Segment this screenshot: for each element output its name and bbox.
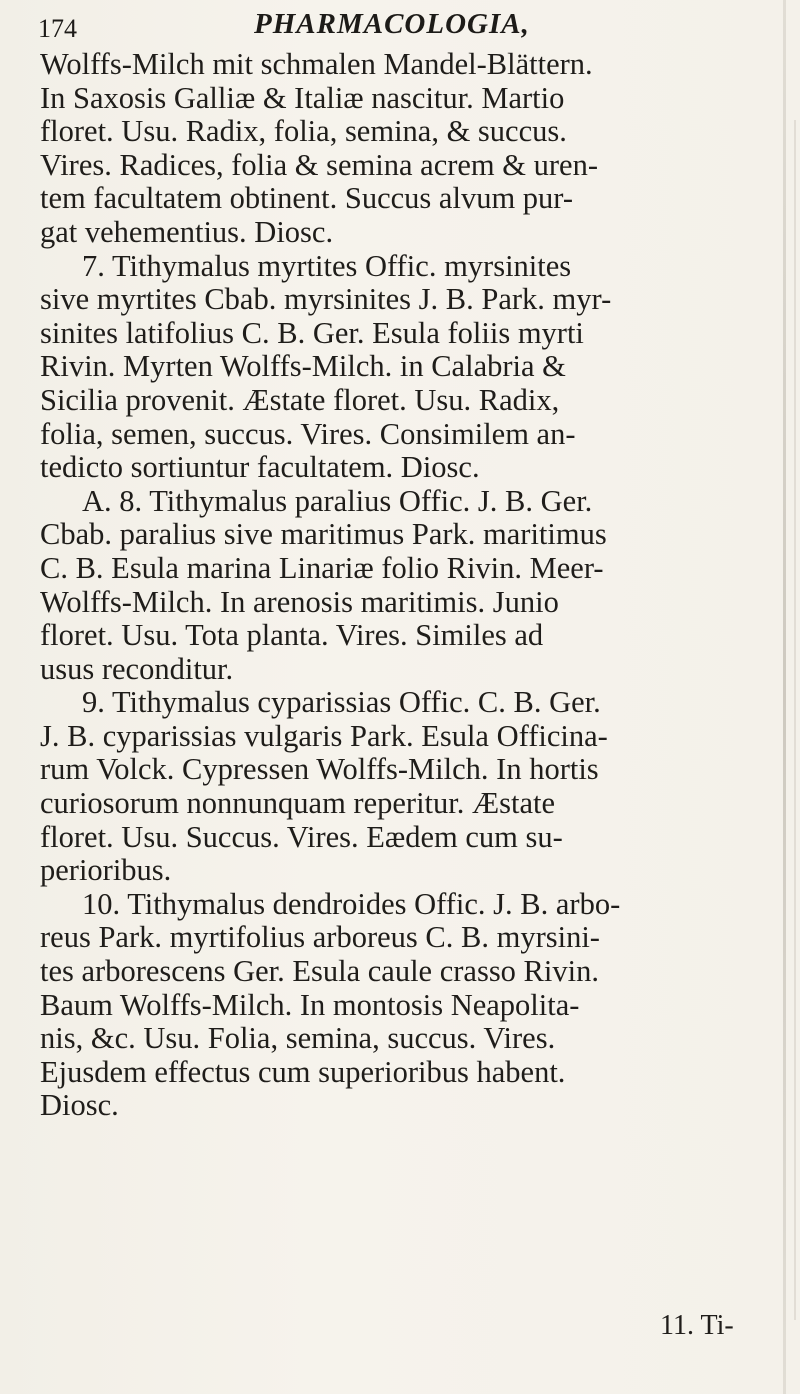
body-text xyxy=(40,48,770,1123)
page-number: 174 xyxy=(38,14,77,43)
text-line: rum Volck. Cypressen Wolffs-Milch. In hortis xyxy=(40,752,599,787)
text-line: tem facultatem obtinent. Succus alvum pur- xyxy=(40,181,573,216)
text-line: Cbab. paralius sive maritimus Park. maritimus xyxy=(40,517,607,552)
text-line: Vires. Radices, folia & semina acrem & uren- xyxy=(40,147,598,182)
text-line: sinites latifolius C. B. Ger. Esula foliis myrti xyxy=(40,315,584,350)
text-line: Wolffs-Milch. In arenosis maritimis. Junio xyxy=(40,584,559,619)
text-line: tes arborescens Ger. Esula caule crasso Rivin. xyxy=(40,954,599,989)
text-line: perioribus. xyxy=(40,853,172,888)
text-line: floret. Usu. Radix, folia, semina, & succus. xyxy=(40,114,567,149)
running-head: PHARMACOLOGIA, xyxy=(254,8,530,40)
text-line: Sicilia provenit. Æstate floret. Usu. Radix, xyxy=(40,382,560,417)
text-line: curiosorum nonnunquam reperitur. Æstate xyxy=(40,786,556,821)
entry-heading-line: 7. Tithymalus myrtites Offic. myrsinites xyxy=(82,248,572,283)
text-line: sive myrtites Cbab. myrsinites J. B. Park. myr- xyxy=(40,282,612,317)
text-line: Diosc. xyxy=(40,1088,119,1123)
text-line: folia, semen, succus. Vires. Consimilem an- xyxy=(40,416,576,451)
text-line: tedicto sortiuntur facultatem. Diosc. xyxy=(40,450,480,485)
entry-heading-line: A. 8. Tithymalus paralius Offic. J. B. Ger. xyxy=(82,483,593,518)
text-line: gat vehementius. Diosc. xyxy=(40,214,334,249)
page-edge-shadow xyxy=(794,120,796,1320)
text-line: usus reconditur. xyxy=(40,651,234,686)
text-line: Ejusdem effectus cum superioribus habent. xyxy=(40,1054,566,1089)
text-line: floret. Usu. Succus. Vires. Eædem cum su- xyxy=(40,819,563,854)
page-edge xyxy=(783,0,786,1394)
text-line: J. B. cyparissias vulgaris Park. Esula Officina- xyxy=(40,718,608,753)
catchword: 11. Ti- xyxy=(660,1310,734,1341)
entry-heading-line: 10. Tithymalus dendroides Offic. J. B. arbo- xyxy=(82,886,621,921)
text-line: reus Park. myrtifolius arboreus C. B. myrsini- xyxy=(40,920,600,955)
text-line: Rivin. Myrten Wolffs-Milch. in Calabria & xyxy=(40,349,566,384)
text-line: floret. Usu. Tota planta. Vires. Similes ad xyxy=(40,618,544,653)
text-line: Baum Wolffs-Milch. In montosis Neapolita- xyxy=(40,987,580,1022)
text-line: In Saxosis Galliæ & Italiæ nascitur. Martio xyxy=(40,80,565,115)
entry-heading-line: 9. Tithymalus cyparissias Offic. C. B. Ger. xyxy=(82,685,601,720)
text-line: nis, &c. Usu. Folia, semina, succus. Vires. xyxy=(40,1021,556,1056)
text-line: Wolffs-Milch mit schmalen Mandel-Blättern. xyxy=(40,47,593,81)
text-line: C. B. Esula marina Linariæ folio Rivin. Meer- xyxy=(40,550,604,585)
